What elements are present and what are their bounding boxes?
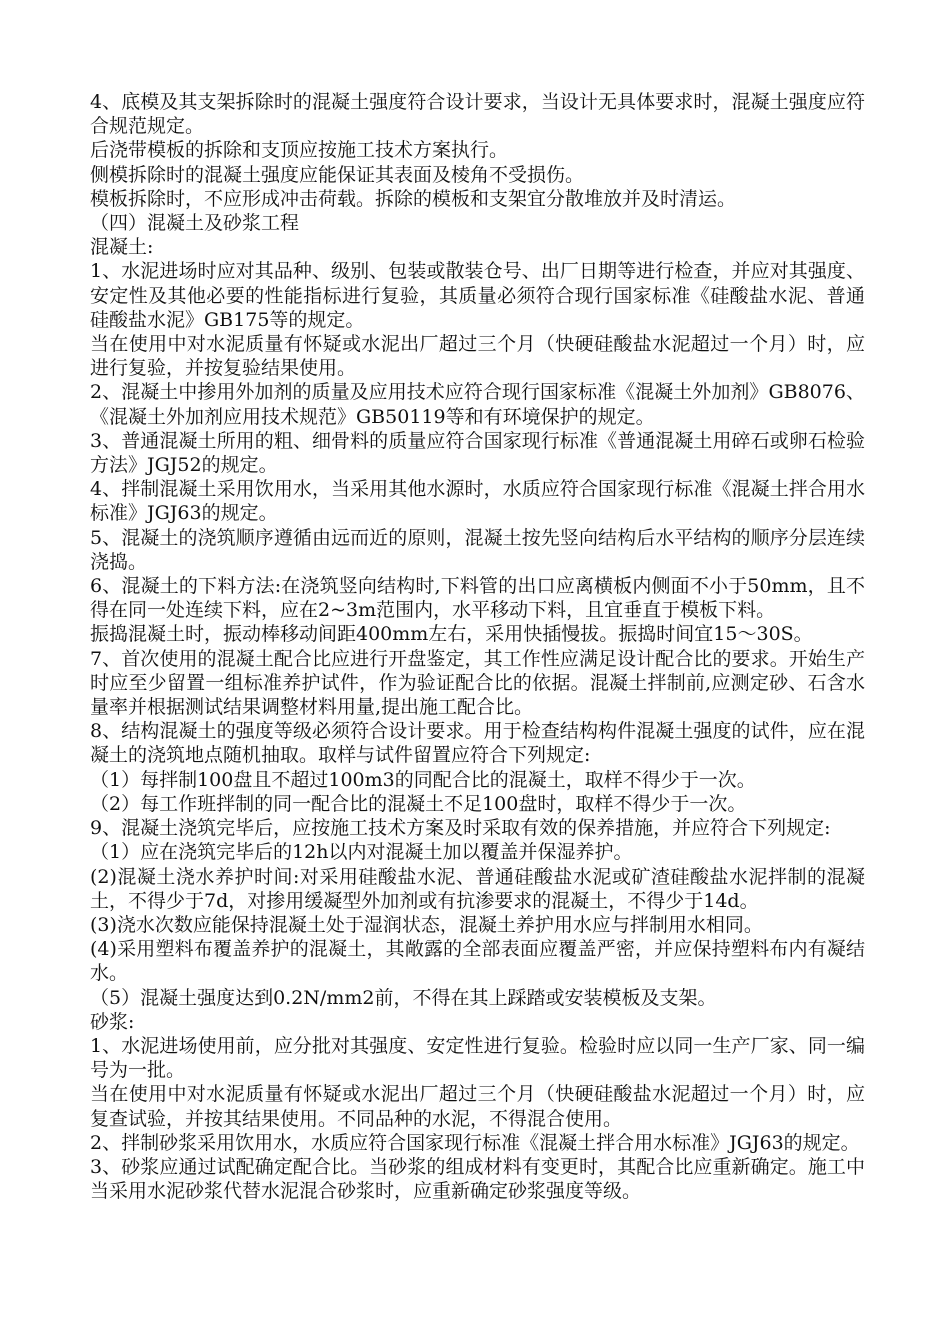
paragraph: 当在使用中对水泥质量有怀疑或水泥出厂超过三个月（快硬硅酸盐水泥超过一个月）时，应进行复验，并按复验结果使用。 bbox=[90, 333, 865, 380]
paragraph: 8、结构混凝土的强度等级必须符合设计要求。用于检查结构构件混凝土强度的试件，应在混凝土的浇筑地点随机抽取。取样与试件留置应符合下列规定: bbox=[90, 720, 865, 767]
list-item: (2)混凝土浇水养护时间:对采用硅酸盐水泥、普通硅酸盐水泥或矿渣硅酸盐水泥拌制的混凝土，不得少于7d，对掺用缓凝型外加剂或有抗渗要求的混凝土，不得少于14d。 bbox=[90, 865, 865, 912]
paragraph: 振捣混凝土时，振动棒移动间距400mm左右，采用快插慢拔。振捣时间宜15～30S。 bbox=[90, 623, 813, 646]
document-page bbox=[90, 90, 865, 1203]
paragraph: 7、首次使用的混凝土配合比应进行开盘鉴定，其工作性应满足设计配合比的要求。开始生产时应至少留置一组标准养护试件，作为验证配合比的依据。混凝土拌制前,应测定砂、石含水量率并根据测试结果调整材料用量,提出施工配合比。 bbox=[90, 647, 865, 719]
section-heading: （四）混凝土及砂浆工程 bbox=[90, 212, 300, 235]
list-item: （5）混凝土强度达到0.2N/mm2前，不得在其上踩踏或安装模板及支架。 bbox=[90, 986, 717, 1009]
paragraph: 模板拆除时，不应形成冲击荷载。拆除的模板和支架宜分散堆放并及时清运。 bbox=[90, 187, 737, 210]
paragraph: 2、拌制砂浆采用饮用水，水质应符合国家现行标准《混凝土拌合用水标准》JGJ63的规定。 bbox=[90, 1131, 860, 1154]
paragraph: 6、混凝土的下料方法:在浇筑竖向结构时,下料管的出口应离横板内侧面不小于50mm，且不得在同一处连续下料，应在2~3m范围内，水平移动下料，且宜垂直于模板下料。 bbox=[90, 575, 865, 622]
list-item: （1）每拌制100盘且不超过100m3的同配合比的混凝土，取样不得少于一次。 bbox=[90, 768, 756, 791]
paragraph: 3、普通混凝土所用的粗、细骨料的质量应符合国家现行标准《普通混凝土用碎石或卵石检验方法》JGJ52的规定。 bbox=[90, 429, 865, 477]
paragraph: 4、拌制混凝土采用饮用水，当采用其他水源时，水质应符合国家现行标准《混凝土拌合用水标准》JGJ63的规定。 bbox=[90, 478, 865, 525]
subsection-heading: 砂浆: bbox=[90, 1010, 135, 1033]
paragraph: 当在使用中对水泥质量有怀疑或水泥出厂超过三个月（快硬硅酸盐水泥超过一个月）时，应复查试验，并按其结果使用。不同品种的水泥，不得混合使用。 bbox=[90, 1083, 865, 1130]
paragraph: 1、水泥进场使用前，应分批对其强度、安定性进行复验。检验时应以同一生产厂家、同一编号为一批。 bbox=[90, 1034, 865, 1082]
paragraph: 后浇带模板的拆除和支顶应按施工技术方案执行。 bbox=[90, 139, 509, 162]
paragraph: 5、混凝土的浇筑顺序遵循由远而近的原则，混凝土按先竖向结构后水平结构的顺序分层连续浇捣。 bbox=[90, 526, 865, 573]
paragraph: 1、水泥进场时应对其品种、级别、包装或散装仓号、出厂日期等进行检查，并应对其强度、安定性及其他必要的性能指标进行复验，其质量必须符合现行国家标准《硅酸盐水泥、普通硅酸盐水泥》GB175等的规定。 bbox=[90, 260, 865, 331]
paragraph: 4、底模及其支架拆除时的混凝土强度符合设计要求，当设计无具体要求时，混凝土强度应符合规范规定。 bbox=[90, 91, 865, 138]
list-item: （1）应在浇筑完毕后的12h以内对混凝土加以覆盖并保湿养护。 bbox=[90, 841, 633, 864]
list-item: (4)采用塑料布覆盖养护的混凝土，其敞露的全部表面应覆盖严密，并应保持塑料布内有凝结水。 bbox=[90, 938, 865, 985]
paragraph: 9、混凝土浇筑完毕后，应按施工技术方案及时采取有效的保养措施，并应符合下列规定: bbox=[90, 817, 831, 840]
paragraph: 3、砂浆应通过试配确定配合比。当砂浆的组成材料有变更时，其配合比应重新确定。施工中当采用水泥砂浆代替水泥混合砂浆时，应重新确定砂浆强度等级。 bbox=[90, 1155, 865, 1203]
subsection-heading: 混凝土: bbox=[90, 236, 154, 259]
paragraph: 2、混凝土中掺用外加剂的质量及应用技术应符合现行国家标准《混凝土外加剂》GB8076、《混凝土外加剂应用技术规范》GB50119等和有环境保护的规定。 bbox=[90, 381, 865, 428]
list-item: （2）每工作班拌制的同一配合比的混凝土不足100盘时，取样不得少于一次。 bbox=[90, 792, 747, 815]
paragraph: 侧模拆除时的混凝土强度应能保证其表面及棱角不受损伤。 bbox=[90, 163, 585, 186]
list-item: (3)浇水次数应能保持混凝土处于湿润状态，混凝土养护用水应与拌制用水相同。 bbox=[90, 913, 763, 936]
